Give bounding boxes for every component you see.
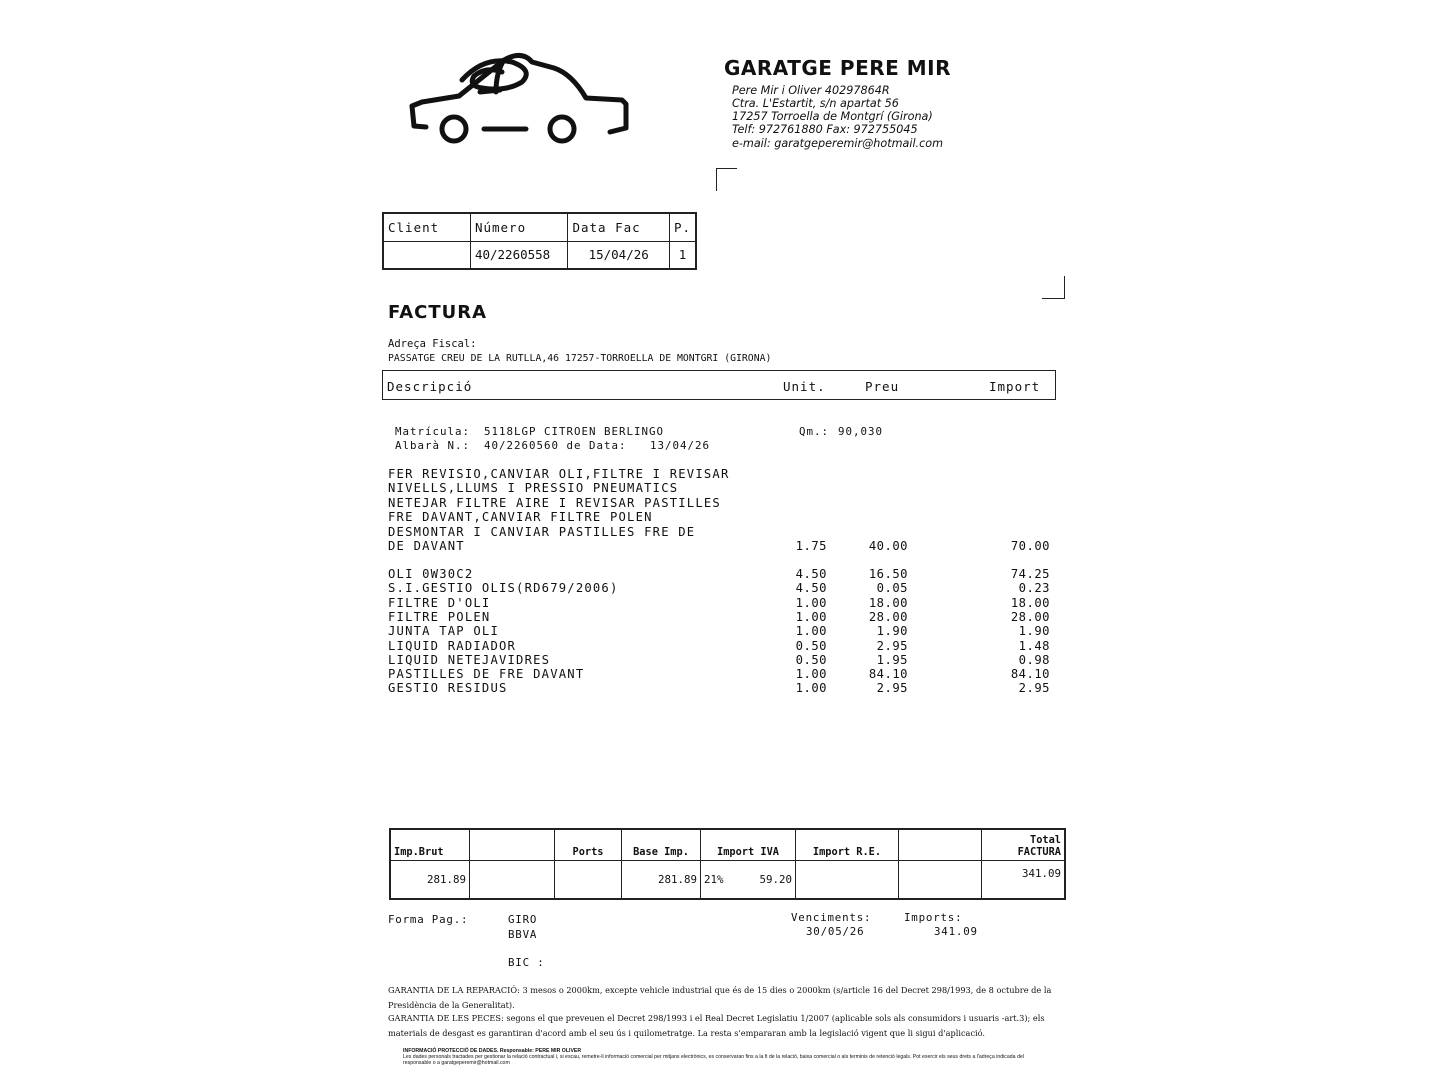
table-row [0,667,1440,681]
item-price: 0.05 [876,581,908,596]
item-units: 1.00 [795,624,827,639]
work-price: 40.00 [868,539,908,553]
table-row [0,681,1440,695]
due-label: Venciments: [791,911,872,924]
work-line: DE DAVANT [388,539,465,553]
payment-label: Forma Pag.: [388,913,469,926]
col-units: Unit. [783,379,826,394]
item-description: FILTRE D'OLI [388,595,491,610]
item-amount: 0.23 [1018,581,1050,596]
privacy-title: INFORMACIÓ PROTECCIÓ DE DADES. Responsable: PERE MIR OLIVER [403,1048,582,1054]
item-price: 28.00 [868,609,908,624]
payment-method: GIRO [508,913,538,926]
base-value: 281.89 [622,861,701,899]
page-number: 1 [669,241,695,269]
col-description: Descripció [387,379,473,394]
vat-cell [701,861,796,899]
invoice-number: 40/2260558 [470,241,568,269]
item-units: 1.00 [795,609,827,624]
item-price: 2.95 [876,638,908,653]
company-email: e-mail: garatgeperemir@hotmail.com [732,137,944,150]
work-line: FER REVISIO,CANVIAR OLI,FILTRE I REVISAR [388,467,730,481]
item-description: S.I.GESTIO OLIS(RD679/2006) [388,581,619,596]
item-price: 84.10 [868,667,908,682]
table-row [0,581,1440,595]
address-corner-mark-top [716,168,737,191]
delivery-label: Albarà N.: [395,439,471,452]
bic-label: BIC : [508,956,545,969]
gross-value: 281.89 [391,861,470,899]
company-phone: Telf: 972761880 Fax: 972755045 [732,123,918,136]
company-city: 17257 Torroella de Montgrí (Girona) [732,110,933,123]
table-row [0,639,1440,653]
privacy-text: Les dades personals tractades per gestionar la relació contractual i, si escau, remetre-li informació comercial per mitjans electrònics, es conservaran fins a la fi de la relació, baixa comercial o als terminis de retenció legals. Pot exercir els seus drets a l'adreça indicada del responsable o a garatgeperemir@hotmail.com [403,1054,1024,1066]
item-amount: 18.00 [1010,595,1050,610]
fiscal-address-label: Adreça Fiscal: [388,338,477,350]
company-name: GARATGE PERE MIR [724,56,951,80]
item-units: 0.50 [795,638,827,653]
item-description: LIQUID NETEJAVIDRES [388,652,551,667]
date-header: Data Fac [568,214,670,242]
table-row [0,653,1440,667]
item-price: 18.00 [868,595,908,610]
repair-guarantee: GARANTIA DE LA REPARACIÓ: 3 mesos o 2000km, excepte vehicle industrial que és de 15 dies o 2000km (s/article 16 del Decret 298/1993, de 8 octubre de la Presidència de la Generalitat). [388,985,1052,1010]
item-amount: 1.48 [1018,638,1050,653]
vat-header: Import IVA [701,830,796,861]
item-units: 4.50 [795,567,827,581]
item-description: FILTRE POLEN [388,609,491,624]
item-units: 4.50 [795,581,827,596]
number-header: Número [470,214,568,242]
delivery-date: 13/04/26 [650,439,711,452]
items-header [382,370,1056,400]
gross-header: Imp.Brut [391,830,470,861]
item-amount: 74.25 [1010,567,1050,581]
table-row [0,610,1440,624]
ports-header: Ports [555,830,622,861]
fiscal-address: PASSATGE CREU DE LA RUTLLA,46 17257-TORROELLA DE MONTGRI (GIRONA) [388,353,772,364]
item-units: 1.00 [795,681,827,696]
totals-table [389,828,1066,900]
re-value [796,861,899,899]
invoice-info-box [382,212,697,270]
address-corner-mark-bottom [1042,276,1065,299]
car-logo [404,52,634,148]
vat-rate: 21% [704,873,724,886]
amounts-label: Imports: [904,911,963,924]
page-header: P. [669,214,695,242]
item-price: 1.90 [876,624,908,639]
company-address: Ctra. L'Estartit, s/n apartat 56 [732,97,899,110]
plate-value: 5118LGP CITROEN BERLINGO [484,425,665,438]
work-units: 1.75 [795,539,827,553]
re-header: Import R.E. [796,830,899,861]
item-description: PASTILLES DE FRE DAVANT [388,667,585,682]
work-line: NIVELLS,LLUMS I PRESSIO PNEUMATICS [388,481,679,495]
item-price: 16.50 [868,567,908,581]
item-description: JUNTA TAP OLI [388,624,499,639]
table-row [0,596,1440,610]
parts-guarantee: GARANTIA DE LES PECES: segons el que preveuen el Decret 298/1993 i el Real Decret Legislatiu 1/2007 (aplicable sols als consumidors i usuaris -art.3); els materials de desgast es garantiran d'acord amb el seu ús i quilometratge. La resta s'empararan amb la legislació vigent que li sigui d'aplicació. [388,1013,1045,1038]
due-date: 30/05/26 [806,925,865,938]
col-price: Preu [865,379,900,394]
item-description: LIQUID RADIADOR [388,638,517,653]
total-header: Total FACTURA [982,830,1065,861]
plate-label: Matrícula: [395,425,471,438]
blank-header [470,830,555,861]
km-value: 90,030 [838,425,884,438]
vat-amount: 59.20 [759,873,792,886]
work-line: NETEJAR FILTRE AIRE I REVISAR PASTILLES [388,496,721,510]
blank-cell [899,861,982,899]
work-amount: 70.00 [1010,539,1050,553]
company-owner: Pere Mir i Oliver 40297864R [732,84,890,97]
item-amount: 28.00 [1010,609,1050,624]
table-row [0,567,1440,581]
due-amount: 341.09 [934,925,978,938]
item-description: OLI 0W30C2 [388,567,474,581]
item-price: 1.95 [876,652,908,667]
ports-value [555,861,622,899]
col-amount: Import [989,379,1041,394]
item-units: 0.50 [795,652,827,667]
item-amount: 0.98 [1018,652,1050,667]
item-units: 1.00 [795,595,827,610]
work-line: FRE DAVANT,CANVIAR FILTRE POLEN [388,510,653,524]
item-price: 2.95 [876,681,908,696]
table-row [0,624,1440,638]
payment-bank: BBVA [508,928,538,941]
delivery-value: 40/2260560 de Data: [484,439,627,452]
item-units: 1.00 [795,667,827,682]
document-title: FACTURA [388,302,488,323]
client-value [384,241,471,269]
item-amount: 2.95 [1018,681,1050,696]
invoice-date: 15/04/26 [568,241,670,269]
total-value: 341.09 [982,861,1065,899]
blank-cell [470,861,555,899]
client-header: Client [384,214,471,242]
item-description: GESTIO RESIDUS [388,681,508,696]
km-label: Qm.: [799,425,830,438]
work-line: DESMONTAR I CANVIAR PASTILLES FRE DE [388,525,696,539]
base-header: Base Imp. [622,830,701,861]
item-amount: 1.90 [1018,624,1050,639]
item-amount: 84.10 [1010,667,1050,682]
blank-header [899,830,982,861]
